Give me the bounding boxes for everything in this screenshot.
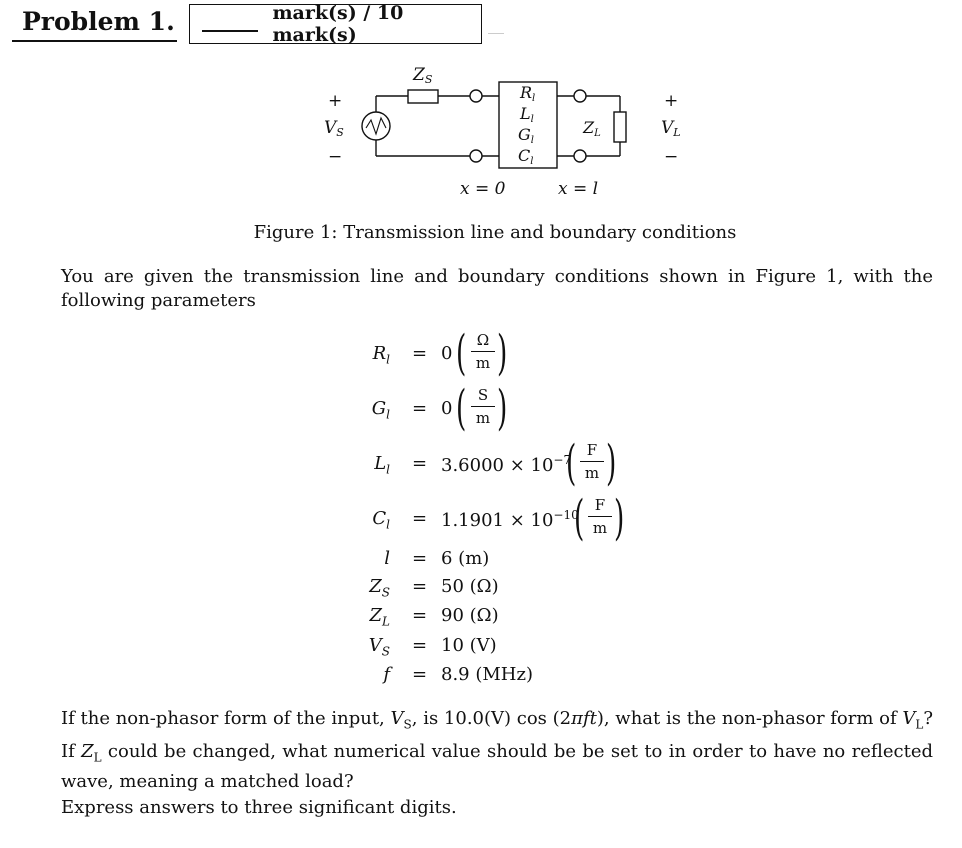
svg-text:Rl: Rl — [520, 83, 536, 104]
voltage-source-icon — [362, 112, 390, 140]
svg-text:x = 0: x = 0 — [460, 179, 506, 199]
param-length: l = 6 (m) — [384, 548, 490, 569]
problem-title: Problem 1. — [12, 6, 177, 42]
figure-caption: Figure 1: Transmission line and boundary conditions — [253, 222, 737, 243]
svg-text:Gl: Gl — [518, 125, 534, 146]
param-gl: $G_l$ = 0 ( S m ) — [371, 380, 508, 436]
intro-paragraph: You are given the transmission line and boundary conditions shown in Figure 1, with the following parameters — [61, 266, 933, 311]
param-f: f = 8.9 (MHz) — [383, 664, 534, 685]
significant-digits-note: Express answers to three significant digits. — [61, 797, 457, 818]
marks-label: mark(s) / 10 mark(s) — [272, 2, 404, 46]
divider — [488, 33, 504, 34]
param-rl: $R_l$ = 0 ( Ω m ) — [372, 325, 508, 381]
svg-text:VL: VL — [661, 118, 681, 139]
svg-text:+: + — [664, 91, 679, 111]
svg-text:ZL: ZL — [583, 118, 601, 139]
svg-text:−: − — [328, 147, 343, 167]
param-zl: $Z_L$ = 90 (Ω) — [369, 605, 499, 629]
svg-text:ZS: ZS — [413, 65, 433, 86]
svg-text:x = l: x = l — [558, 179, 599, 199]
marks-input-blank[interactable] — [202, 16, 258, 32]
svg-text:VS: VS — [324, 118, 344, 139]
transmission-line-figure — [300, 58, 700, 208]
load-impedance-icon — [614, 112, 626, 142]
param-vs: $V_S$ = 10 (V) — [368, 635, 497, 659]
param-cl: $C_l$ = $1.1901 \times 10^{-10}$ ( F m ) — [372, 490, 625, 546]
svg-text:+: + — [328, 91, 343, 111]
question-2: If $Z_L$ could be changed, what numerical value should be be set to in order to have no reflected wave, meaning a matched load? — [61, 741, 933, 792]
question-1: If the non-phasor form of the input, $V_S$, is 10.0(V) cos (2πft), what is the non-phasor form of $V_L$? — [61, 708, 934, 732]
svg-text:Ll: Ll — [520, 104, 534, 125]
param-ll: $L_l$ = $3.6000 \times 10^{-7}$ ( F m ) — [374, 435, 617, 491]
marks-box — [189, 4, 482, 44]
source-impedance-icon — [408, 90, 438, 103]
param-zs: $Z_S$ = 50 (Ω) — [369, 576, 499, 600]
svg-text:Cl: Cl — [518, 146, 534, 167]
svg-text:−: − — [664, 147, 679, 167]
